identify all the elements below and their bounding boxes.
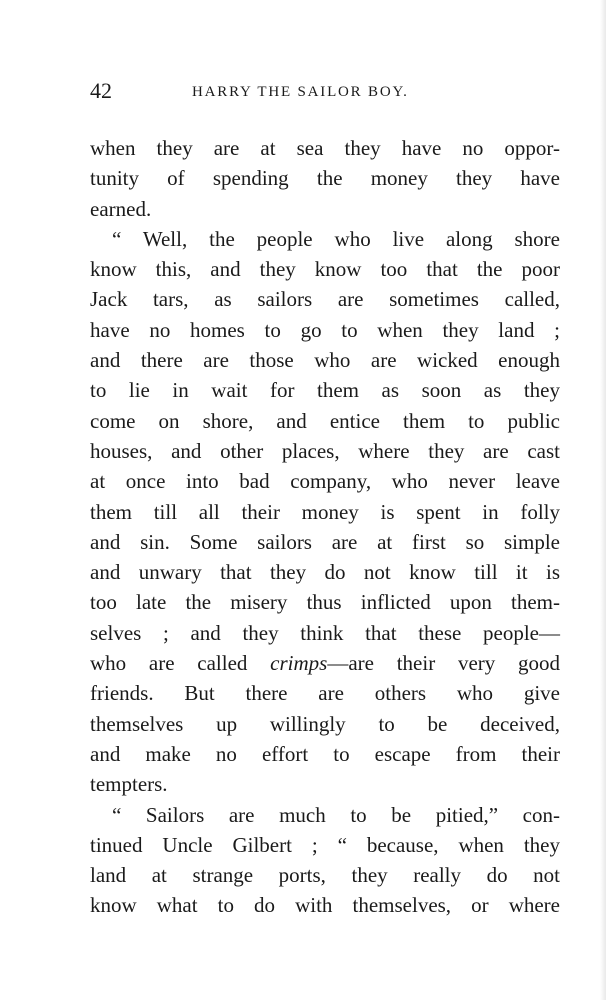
text-line: earned.: [90, 196, 152, 221]
text-line: know what to do with themselves, or where: [90, 893, 560, 918]
text-line: and sin. Some sailors are at first so simple: [90, 529, 560, 554]
text-line: and unwary that they do not know till it is: [90, 560, 560, 585]
body-text: [90, 133, 560, 921]
text-line: have no homes to go to when they land ;: [90, 317, 560, 342]
text-line: selves ; and they think that these people—: [90, 620, 560, 645]
text-line: and make no effort to escape from their: [90, 741, 560, 766]
text-line: when they are at sea they have no oppor-: [90, 136, 560, 160]
crimps-after: —are their very good: [327, 651, 561, 676]
text-line: tunity of spending the money they have: [90, 166, 560, 191]
text-line: know this, and they know too that the poor: [90, 257, 560, 282]
text-line: land at strange ports, they really do not: [90, 863, 560, 888]
text-line: them till all their money is spent in folly: [90, 499, 560, 524]
text-line: at once into bad company, who never leave: [90, 469, 560, 494]
text-line: “ Sailors are much to be pitied,” con-: [112, 802, 560, 827]
page-number: 42: [90, 78, 112, 103]
text-line: tempters.: [90, 772, 168, 797]
text-line-crimps: [90, 648, 560, 678]
text-line: come on shore, and entice them to public: [90, 408, 560, 433]
text-line: too late the misery thus inflicted upon them-: [90, 590, 560, 615]
running-head: HARRY THE SAILOR BOY.: [192, 84, 409, 100]
page-edge-shadow: [600, 0, 606, 1000]
text-line: houses, and other places, where they are cast: [90, 438, 560, 463]
text-line: Jack tars, as sailors are sometimes called,: [90, 287, 560, 312]
text-line: tinued Uncle Gilbert ; “ because, when they: [90, 832, 560, 857]
crimps-italic-word: crimps: [270, 651, 328, 676]
crimps-before: who are called: [90, 651, 271, 676]
text-line: themselves up willingly to be deceived,: [90, 711, 560, 736]
text-line: and there are those who are wicked enough: [90, 348, 560, 373]
text-line: friends. But there are others who give: [90, 681, 560, 706]
text-line: to lie in wait for them as soon as they: [90, 378, 560, 403]
page-header: [90, 78, 560, 108]
text-line: “ Well, the people who live along shore: [112, 226, 560, 251]
